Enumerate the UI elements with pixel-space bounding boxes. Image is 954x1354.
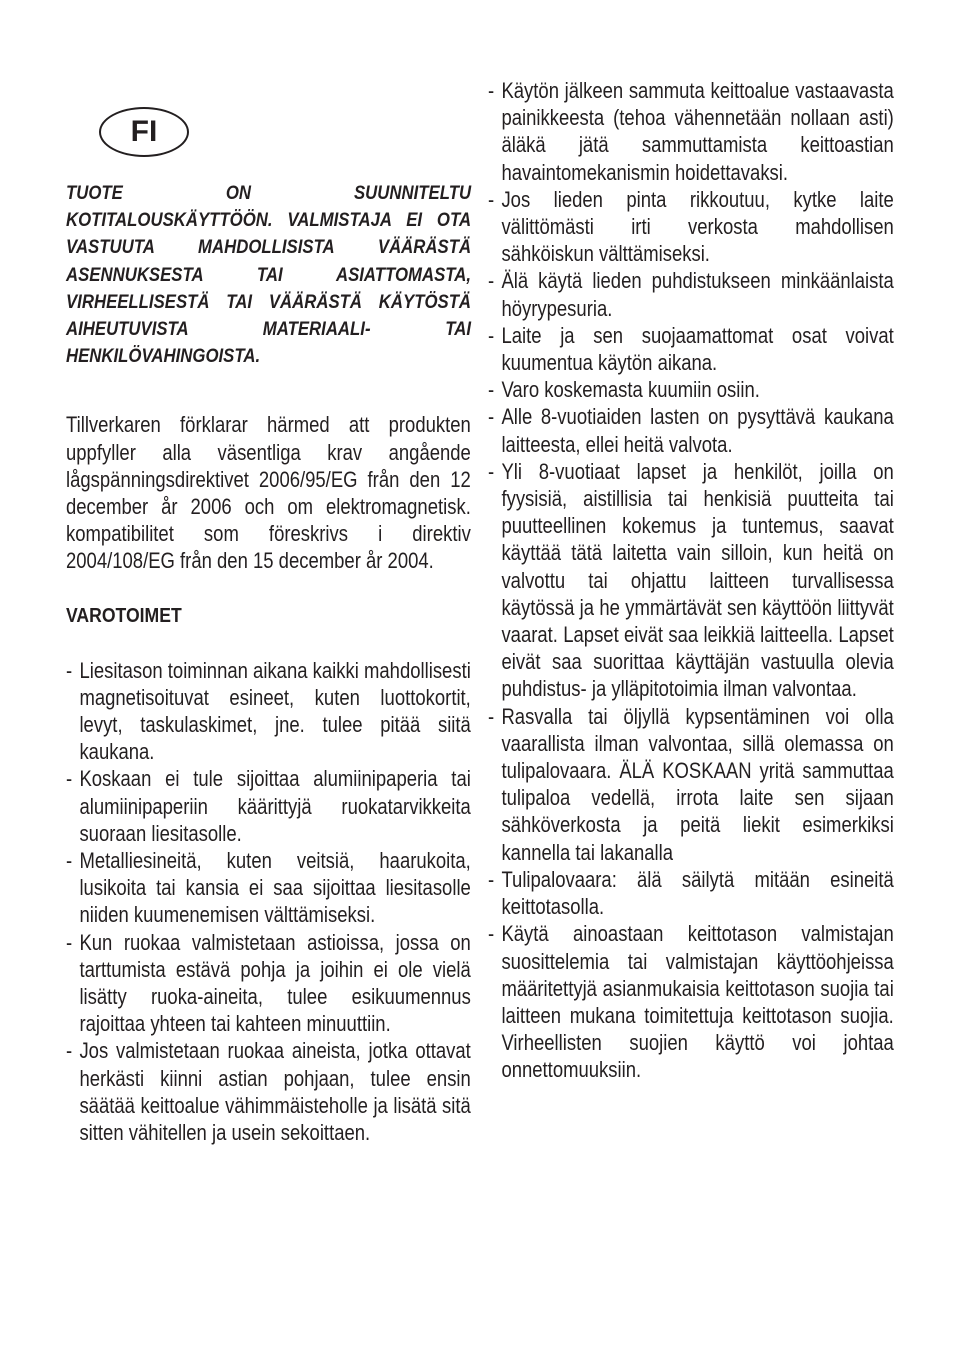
list-item (488, 267, 894, 321)
list-item-text: Alle 8-vuotiaiden lasten on pysyttävä kaukana laitteesta, ellei heitä valvota. (501, 404, 894, 457)
bullet-dash: - (488, 186, 495, 212)
list-item-text: Laite ja sen suojaamattomat osat voivat kuumentua käytön aikana. (501, 322, 894, 376)
list-item (488, 458, 894, 703)
list-item (488, 376, 894, 403)
list-item-text: Yli 8-vuotiaat lapset ja henkilöt, joilla on fyysisiä, aistillisia tai henkisiä puutteita tai puutteellinen kokemus ja tuntemus, saavat käyttää tätä laitetta vain silloin, kun heitä on valvottu tai ohjattu laitteen turvallisessa käytössä ja he ymmärtävät sen käyttöön liittyvät vaarat. Lapset eivät saa leikkiä laitteella. Lapset eivät saa suorittaa käyttäjän vastuulla olevia puhdistus- ja ylläpitotoimia ilman valvontaa. (501, 458, 894, 702)
bullet-dash: - (488, 268, 495, 294)
language-badge (99, 107, 189, 157)
list-item (488, 920, 894, 1083)
liability-warning: TUOTE ON SUUNNITELTU KOTITALOUSKÄYTTÖÖN. VALMISTAJA EI OTA VASTUUTA MAHDOLLISISTA VÄÄRÄSTÄ ASENNUKSESTA TAI ASIATTOMASTA, VIRHEELLISESTÄ TAI VÄÄRÄSTÄ KÄYTÖSTÄ AIHEUTUVISTA MATERIAALI- TAI HENKILÖVAHINGOISTA. (66, 182, 472, 368)
left-column (66, 180, 471, 1146)
list-item-text: Varo koskemasta kuumiin osiin. (501, 377, 760, 403)
precautions-list-right (488, 77, 894, 1084)
bullet-dash: - (66, 1038, 73, 1064)
list-item (488, 703, 894, 866)
list-item (66, 929, 471, 1038)
list-item-text: Älä käytä lieden puhdistukseen minkäänlaista höyrypesuria. (501, 268, 894, 321)
list-item (488, 322, 894, 376)
bullet-dash: - (66, 929, 73, 955)
bullet-dash: - (488, 78, 495, 103)
bullet-dash: - (488, 703, 495, 729)
section-heading: VAROTOIMET (66, 604, 182, 627)
list-item (488, 403, 894, 457)
precautions-list-left (66, 657, 471, 1147)
right-column (488, 77, 894, 1084)
list-item-text: Jos valmistetaan ruokaa aineista, jotka ottavat herkästi kiinni astian pohjaan, tulee ensin säätää keittoalue vähimmäisteholle ja lisätä sitä sitten vähitellen ja usein sekoittaen. (79, 1038, 471, 1146)
bullet-dash: - (488, 322, 495, 348)
list-item-text: Kun ruokaa valmistetaan astioissa, jossa on tarttumista estävä pohja ja joihin ei ole vielä lisätty ruoka-aineita, tulee esikuumennus rajoittaa yhteen tai kahteen minuuttiin. (79, 929, 471, 1037)
list-item (488, 186, 894, 268)
bullet-dash: - (488, 866, 495, 892)
list-item (66, 1037, 471, 1146)
list-item-text: Tulipalovaara: älä säilytä mitään esineitä keittotasolla. (501, 866, 894, 920)
list-item (488, 77, 894, 186)
bullet-dash: - (488, 921, 495, 947)
list-item (66, 657, 471, 766)
language-code: FI (130, 115, 158, 148)
list-item (488, 866, 894, 920)
bullet-dash: - (488, 404, 495, 430)
bullet-dash: - (66, 657, 73, 683)
bullet-dash: - (66, 766, 73, 792)
bullet-dash: - (488, 377, 495, 403)
list-item-text: Metalliesineitä, kuten veitsiä, haarukoita, lusikoita tai kansia ei saa sijoittaa liesitasolle niiden kuumenemisen välttämiseksi. (79, 848, 471, 928)
conformity-declaration: Tillverkaren förklarar härmed att produkten uppfyller alla väsentliga krav angående lågspänningsdirektivet 2006/95/EG från den 12 december år 2006 och om elektromagnetisk. kompatibilitet som föreskrivs i direktiv 2004/108/EG från den 15 december år 2004. (66, 412, 471, 574)
list-item-text: Koskaan ei tule sijoittaa alumiinipaperia tai alumiinipaperiin käärittyjä ruokatarvikkeita suoraan liesitasolle. (79, 766, 471, 846)
list-item (66, 765, 471, 847)
list-item (66, 847, 471, 929)
list-item-text: Käytön jälkeen sammuta keittoalue vastaavasta painikkeesta (tehoa vähennetään nollaan asti) äläkä jätä sammuttamista keittoastian havaintomekanismin hoidettavaksi. (501, 78, 894, 185)
bullet-dash: - (488, 458, 495, 484)
list-item-text: Liesitason toiminnan aikana kaikki mahdollisesti magnetisoituvat esineet, kuten luottokortit, levyt, taskulaskimet, jne. tulee pitää siitä kaukana. (79, 657, 471, 765)
bullet-dash: - (66, 848, 73, 874)
list-item-text: Jos lieden pinta rikkoutuu, kytke laite välittömästi irti verkosta mahdollisen sähköiskun välttämiseksi. (501, 186, 894, 267)
list-item-text: Käytä ainoastaan keittotason valmistajan suosittelemia tai valmistajan käyttöohjeissa määritettyjä asianmukaisia keittotason suojia tai laitteen mukana toimitettuja keittotason suojia. Virheellisten suojien käyttö voi johtaa onnettomuuksiin. (501, 921, 894, 1083)
list-item-text: Rasvalla tai öljyllä kypsentäminen voi olla vaarallista ilman valvontaa, sillä olemassa on tulipalovaara. ÄLÄ KOSKAAN yritä sammuttaa tulipaloa vedellä, irrota laite sen sijaan sähköverkosta ja peitä liekit esimerkiksi kannella tai lakanalla (501, 703, 894, 865)
